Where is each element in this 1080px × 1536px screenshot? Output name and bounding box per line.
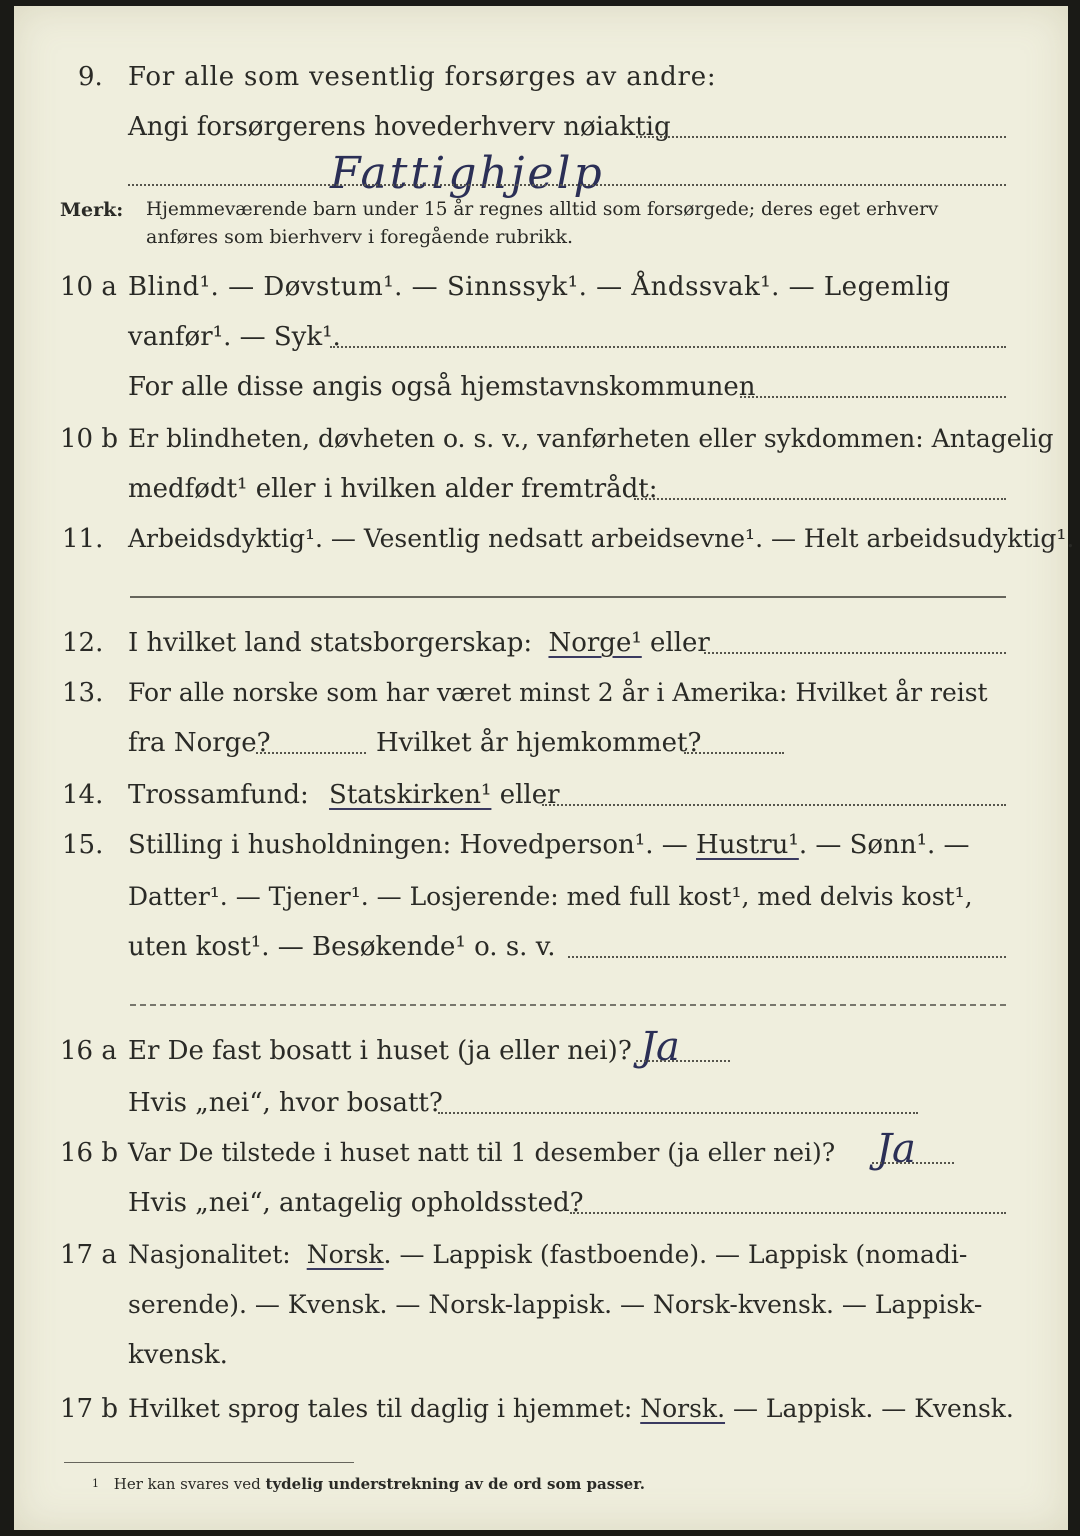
q16a-line-1: Er De fast bosatt i huset (ja eller nei)? xyxy=(128,1036,632,1066)
q14-number: 14. xyxy=(62,780,104,810)
q15-line-1 xyxy=(128,830,970,860)
q17b-rest: — Lappisk. — Kvensk. xyxy=(732,1394,1014,1423)
q12-option-norge[interactable]: Norge¹ xyxy=(548,628,642,658)
q13-number: 13. xyxy=(62,678,104,708)
q14-answer-line[interactable] xyxy=(542,804,1006,806)
q12-number: 12. xyxy=(62,628,104,658)
q9-line-2: Angi forsørgerens hovederhverv nøiaktig xyxy=(128,112,671,142)
q16b-line-1: Var De tilstede i huset natt til 1 desember (ja eller nei)? xyxy=(128,1138,836,1167)
q12-or: eller xyxy=(650,628,710,658)
q17a-question: Nasjonalitet: xyxy=(128,1240,291,1269)
q15-option-hustru[interactable]: Hustru¹ xyxy=(696,830,799,860)
q15-line-1-rest: . — Sønn¹. — xyxy=(798,830,970,860)
q17b-line xyxy=(128,1394,1014,1424)
q10a-number: 10 a xyxy=(60,272,117,302)
q14-line xyxy=(128,780,560,810)
q16a-bosatt-answer-line[interactable] xyxy=(438,1112,918,1114)
q16b-number: 16 b xyxy=(60,1138,118,1168)
q16b-opholdssted-answer-line[interactable] xyxy=(570,1212,1006,1214)
section-divider-1 xyxy=(130,596,1006,598)
q17a-number: 17 a xyxy=(60,1240,117,1270)
q13-hjemkommet-answer-line[interactable] xyxy=(684,752,784,754)
q15-line-2: Datter¹. — Tjener¹. — Losjerende: med full kost¹, med delvis kost¹, xyxy=(128,882,973,911)
footnote-mark: 1 xyxy=(92,1477,99,1490)
q15-answer-line[interactable] xyxy=(568,956,1006,958)
q10a-line-1: Blind¹. — Døvstum¹. — Sinnssyk¹. — Åndssvak¹. — Legemlig xyxy=(128,272,951,302)
q14-option-statskirken[interactable]: Statskirken¹ xyxy=(329,780,492,810)
q16b-line-2: Hvis „nei“, antagelig opholdssted? xyxy=(128,1188,584,1218)
q14-or: eller xyxy=(499,780,560,810)
merk-line-1: Hjemmeværende barn under 15 år regnes alltid som forsørgede; deres eget erhverv xyxy=(146,199,939,220)
q10b-number: 10 b xyxy=(60,424,118,454)
q16a-number: 16 a xyxy=(60,1036,117,1066)
q16a-answer-line[interactable] xyxy=(636,1060,730,1062)
q16a-line-2: Hvis „nei“, hvor bosatt? xyxy=(128,1088,443,1118)
q17a-option-norsk[interactable]: Norsk xyxy=(306,1240,384,1269)
q11-line-1: Arbeidsdyktig¹. — Vesentlig nedsatt arbeidsevne¹. — Helt arbeidsudyktig¹. xyxy=(128,524,1075,553)
q12-answer-line[interactable] xyxy=(704,652,1006,654)
footnote-bold-text: tydelig understrekning av de ord som passer. xyxy=(265,1475,645,1493)
q10a-answer-line-1[interactable] xyxy=(330,346,1006,348)
q10a-answer-line-2[interactable] xyxy=(740,396,1006,398)
q16b-answer-line[interactable] xyxy=(872,1162,954,1164)
q15-line-1-text: Stilling i husholdningen: Hovedperson¹. — xyxy=(128,830,688,860)
q17b-option-norsk[interactable]: Norsk. xyxy=(640,1394,726,1423)
q10b-line-1: Er blindheten, døvheten o. s. v., vanførheten eller sykdommen: Antagelig xyxy=(128,424,1054,453)
q11-number: 11. xyxy=(62,524,104,554)
q12-line xyxy=(128,628,710,658)
q9-answer-line-1[interactable] xyxy=(636,136,1006,138)
q17a-line-1-rest: . — Lappisk (fastboende). — Lappisk (nomadi- xyxy=(383,1240,968,1269)
q9-number: 9. xyxy=(78,62,103,92)
q13-reist-answer-line[interactable] xyxy=(256,752,366,754)
q10b-answer-line[interactable] xyxy=(634,498,1006,500)
footnote-divider xyxy=(64,1462,354,1463)
q15-line-3: uten kost¹. — Besøkende¹ o. s. v. xyxy=(128,932,556,962)
q14-question: Trossamfund: xyxy=(128,780,309,810)
q13-line-2b: Hvilket år hjemkommet? xyxy=(376,728,702,758)
q12-question: I hvilket land statsborgerskap: xyxy=(128,628,533,658)
q13-line-1: For alle norske som har været minst 2 år i Amerika: Hvilket år reist xyxy=(128,678,988,707)
q16a-handwritten-answer: Ja xyxy=(640,1024,680,1070)
q17a-line-2: serende). — Kvensk. — Norsk-lappisk. — Norsk-kvensk. — Lappisk- xyxy=(128,1290,983,1319)
q17a-line-3: kvensk. xyxy=(128,1340,228,1370)
q17b-number: 17 b xyxy=(60,1394,118,1424)
merk-label: Merk: xyxy=(60,199,124,221)
q10b-line-2: medfødt¹ eller i hvilken alder fremtrådt: xyxy=(128,474,658,504)
footnote xyxy=(92,1474,645,1494)
q10a-line-2: vanfør¹. — Syk¹. xyxy=(128,322,341,352)
footnote-text: Her kan svares ved xyxy=(113,1475,261,1493)
merk-line-2: anføres som bierhverv i foregående rubrikk. xyxy=(146,226,574,248)
q10a-line-3: For alle disse angis også hjemstavnskommunen xyxy=(128,372,756,402)
q13-line-2a: fra Norge? xyxy=(128,728,271,758)
section-divider-2 xyxy=(130,1004,1006,1006)
q17b-question: Hvilket sprog tales til daglig i hjemmet: xyxy=(128,1394,633,1423)
q9-line-1: For alle som vesentlig forsørges av andre: xyxy=(128,62,717,92)
q9-handwritten-answer: Fattighjelp xyxy=(330,148,605,199)
q16b-handwritten-answer: Ja xyxy=(876,1126,916,1172)
q9-answer-line-2[interactable] xyxy=(128,184,1006,186)
q17a-line-1 xyxy=(128,1240,967,1270)
q15-number: 15. xyxy=(62,830,104,860)
